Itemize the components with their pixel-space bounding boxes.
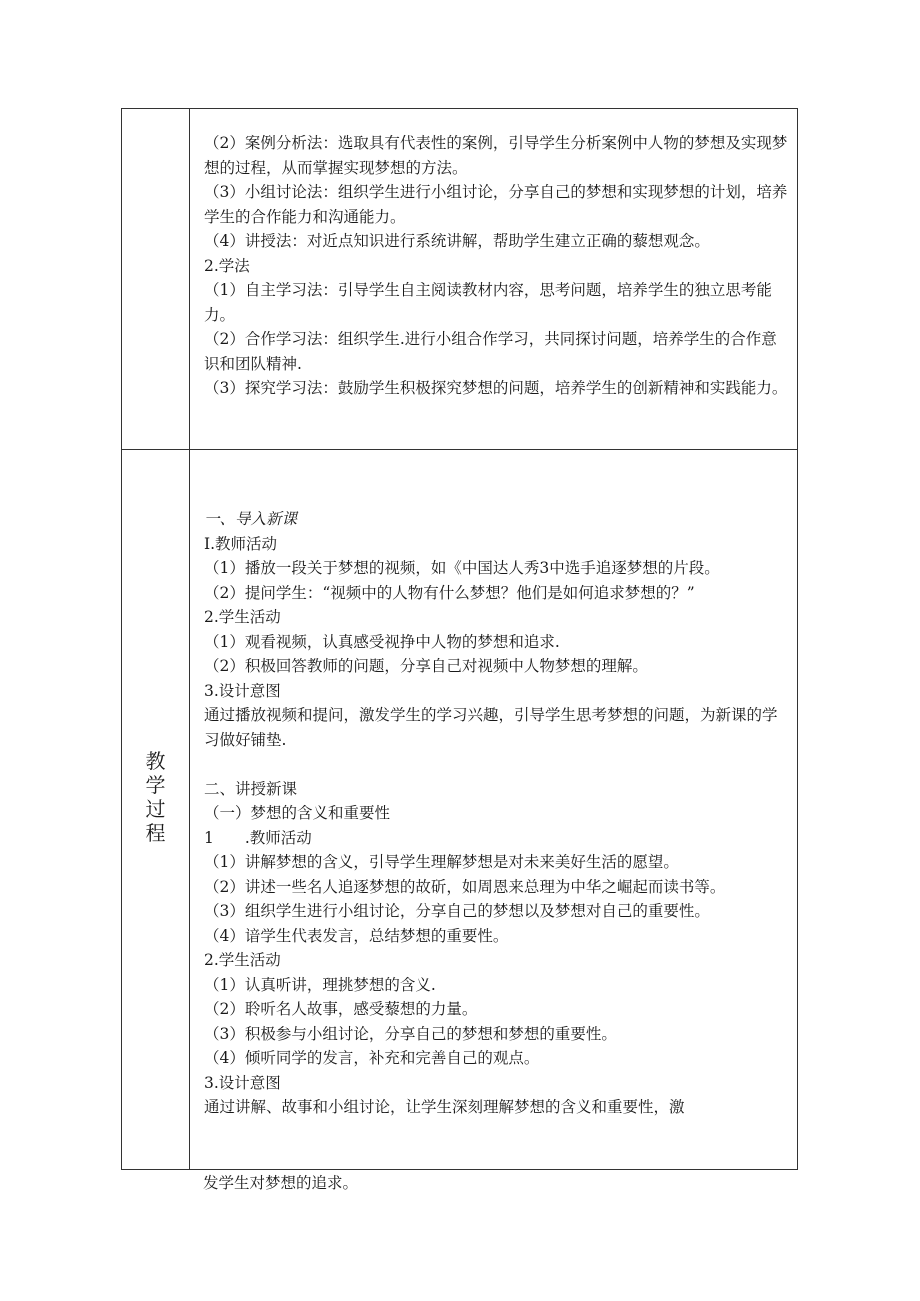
process-line: 3.设计意图 (204, 681, 281, 700)
process-line: （1）讲解梦想的含义，引导学生理解梦想是对未来美好生活的愿望。 (204, 853, 679, 871)
process-line: I.教师活动 (204, 534, 278, 553)
process-line: （1）认真听讲，理挑梦想的含义. (204, 975, 436, 994)
section-heading-new: 二、讲授新课 (204, 779, 298, 798)
process-line: （3）积极参与小组讨论，分享自己的梦想和梦想的重要性。 (204, 1024, 617, 1043)
label-char: 过 (145, 797, 167, 821)
process-line: （2）聆听名人故事，感受藜想的力量。 (204, 1000, 478, 1018)
teaching-process-label (138, 749, 174, 845)
lesson-plan-table (121, 108, 798, 1170)
label-char: 程 (145, 821, 167, 845)
process-line: （3）组织学生进行小组讨论，分享自己的梦想以及梦想对自己的重要性。 (204, 902, 710, 920)
method-heading: 2.学法 (204, 256, 250, 275)
process-line: （1）观看视频，认真感受视挣中人物的梦想和追求. (204, 632, 560, 651)
process-line: 通过讲解、故事和小组讨论，让学生深刻理解梦想的含义和重要性，激 (204, 1098, 685, 1116)
process-line: （2）讲述一些名人追逐梦想的故斫，如周恩来总理为中华之崛起而读书等。 (204, 877, 726, 896)
process-line: （4）谙学生代表发言，总结梦想的重要性。 (204, 926, 509, 945)
method-line: （4）讲授法：对近点知识进行系统讲解，帮助学生建立正确的藜想观念。 (204, 232, 710, 250)
process-line: （1）播放一段关于梦想的视频，如《中国达人秀3中选手追逐梦想的片段。 (204, 559, 720, 577)
method-line: （2）案例分析法：选取具有代表性的案例，引导学生分析案例中人物的梦想及实现梦想的过程，从而掌握实现梦想的方法。 (204, 134, 788, 177)
method-line: （2）合作学习法：组织学生.进行小组合作学习，共同探讨问题，培养学生的合作意识和团队精神. (204, 330, 777, 373)
process-line: 通过播放视频和提问，激发学生的学习兴趣，引导学生思考梦想的问题，为新课的学习做好铺垫. (204, 706, 778, 749)
column-divider (189, 109, 190, 1169)
process-line: （2）积极回答教师的问题，分享自己对视频中人物梦想的理解。 (204, 657, 648, 675)
process-line: 3.设计意图 (204, 1073, 281, 1092)
continuation-text: 发学生对梦想的追求。 (203, 1174, 359, 1192)
process-line: 2.学生活动 (204, 608, 281, 626)
label-char: 学 (145, 773, 167, 797)
process-line: 1 .教师活动 (204, 828, 312, 847)
methods-cell (204, 131, 789, 401)
process-line: （4）倾听同学的发言，补充和完善自己的观点。 (204, 1049, 540, 1067)
method-line: （3）探究学习法：鼓励学生积极探究梦想的问题，培养学生的创新精神和实践能力。 (204, 379, 788, 397)
section-heading-intro: 一、导入新课 (204, 510, 298, 528)
process-line: （2）提问学生：“视频中的人物有什么梦想？他们是如何追求梦想的？” (204, 583, 695, 602)
process-line: 2.学生活动 (204, 951, 281, 969)
spacer (204, 752, 789, 777)
method-line: （1）自主学习法：引导学生自主阅读教材内容，思考问题，培养学生的独立思考能力。 (204, 281, 772, 324)
method-line: （3）小组讨论法：组织学生进行小组讨论，分享自己的梦想和实现梦想的计划，培养学生的合作能力和沟通能力。 (204, 183, 788, 226)
row-divider (122, 449, 797, 450)
label-char: 教 (145, 749, 167, 773)
process-cell (204, 507, 789, 1120)
process-line: （一）梦想的含义和重要性 (204, 804, 391, 822)
